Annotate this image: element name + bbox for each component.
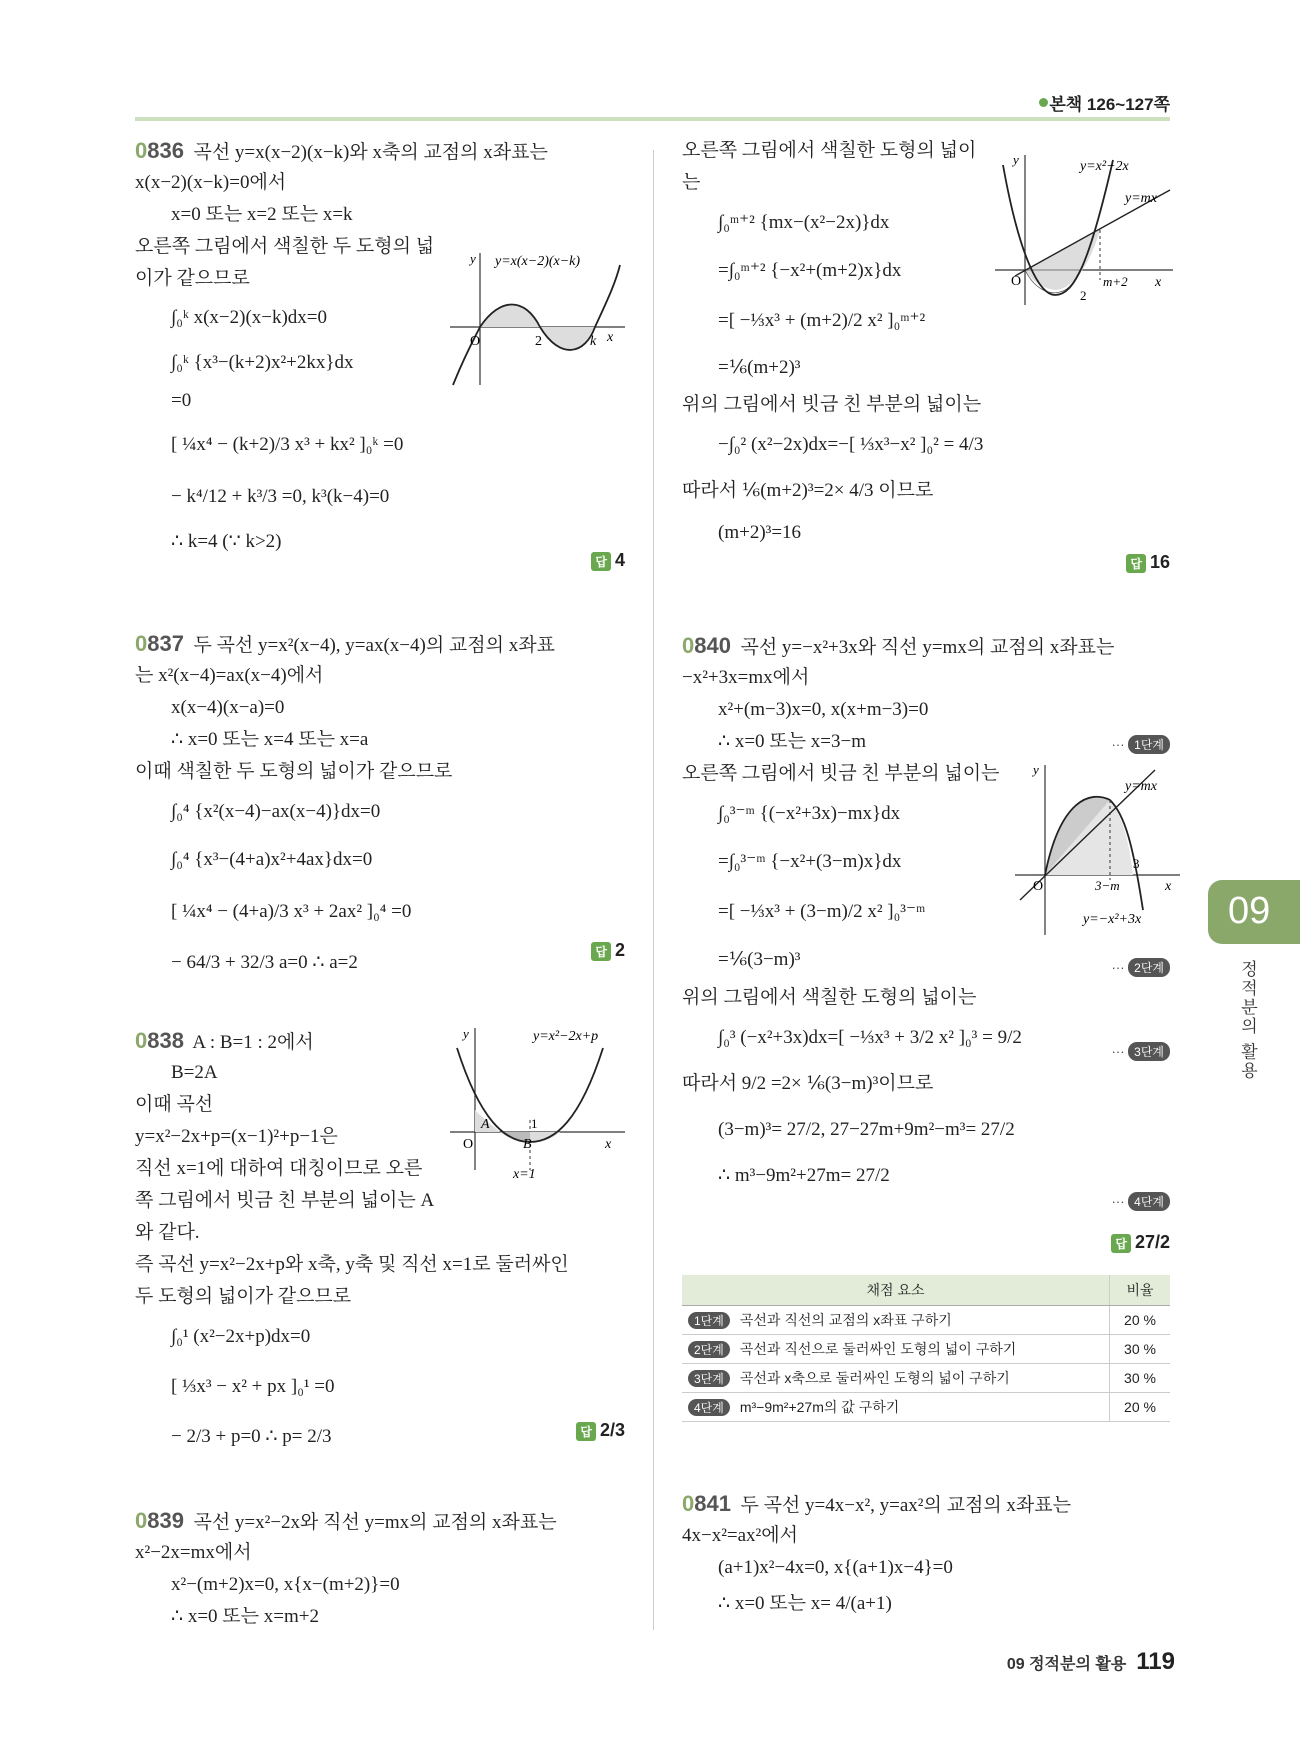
text-line: A : B=1 : 2에서 (192, 1032, 314, 1053)
svg-text:x: x (1155, 275, 1162, 290)
answer-0839: 답 16 (1100, 552, 1170, 573)
text-line: 오른쪽 그림에서 색칠한 도형의 넓이 (682, 140, 977, 161)
text-line: 위의 그림에서 색칠한 도형의 넓이는 (682, 987, 977, 1008)
svg-text:x: x (605, 1137, 612, 1152)
svg-text:k: k (590, 334, 597, 349)
math-line: (3−m)³= 27/2, 27−27m+9m²−m³= 27/2 (718, 1119, 1015, 1140)
text-line: x=0 또는 x=2 또는 x=k (171, 204, 353, 225)
problem-number: 0840 (682, 633, 731, 658)
problem-number: 0838 (135, 1028, 184, 1053)
text-line: x(x−4)(x−a)=0 (171, 697, 285, 718)
svg-text:x: x (1165, 879, 1172, 894)
math-line: ∫₀⁴ {x³−(4+a)x²+4ax}dx=0 (171, 849, 373, 870)
text-line: 곡선 y=−x²+3x와 직선 y=mx의 교점의 x좌표는 (740, 637, 1115, 658)
text-line: 는 (682, 172, 701, 193)
column-divider (653, 150, 654, 1630)
graph-0839 (995, 150, 1175, 310)
graph-0840 (1015, 760, 1185, 940)
text-line: x²−2x=mx에서 (135, 1542, 252, 1563)
math-line: (m+2)³=16 (718, 522, 802, 543)
text-line: 와 같다. (135, 1222, 200, 1243)
text-line: x²+(m−3)x=0, x(x+m−3)=0 (718, 699, 929, 720)
chapter-number: 09 (1228, 890, 1271, 932)
text-line: 직선 x=1에 대하여 대칭이므로 오른 (135, 1158, 423, 1179)
table-header: 비율 (1110, 1275, 1171, 1306)
step-marker: ··· 4단계 (1100, 1192, 1170, 1211)
math-line: =⅙(m+2)³ (718, 357, 801, 378)
math-line: − k⁴/12 + k³/3 =0, k³(k−4)=0 (171, 486, 390, 507)
problem-0841 (682, 1488, 1177, 1624)
problem-number: 0837 (135, 631, 184, 656)
graph-label: y=−x²+3x (1083, 912, 1142, 927)
step-marker: ··· 1단계 (1100, 735, 1170, 754)
table-header: 채점 요소 (682, 1275, 1110, 1306)
page-number: 119 (1136, 1648, 1175, 1675)
text-line: ∴ x=0 또는 x= 4/(a+1) (718, 1593, 892, 1614)
svg-text:x: x (607, 330, 614, 345)
table-row: 1단계 곡선과 직선의 교점의 x좌표 구하기 20 % (682, 1306, 1170, 1335)
chapter-side-title: 정적분의 활용 (1238, 960, 1257, 1081)
problem-0837 (135, 628, 625, 987)
scoring-table (682, 1275, 1170, 1422)
table-row: 3단계 곡선과 x축으로 둘러싸인 도형의 넓이 구하기 30 % (682, 1364, 1170, 1393)
math-line: =∫₀³⁻ᵐ {−x²+(3−m)x}dx (718, 851, 902, 872)
text-line: 는 x²(x−4)=ax(x−4)에서 (135, 665, 324, 686)
svg-text:y: y (463, 1026, 469, 1041)
text-line: 곡선 y=x²−2x와 직선 y=mx의 교점의 x좌표는 (193, 1512, 557, 1533)
svg-text:m+2: m+2 (1103, 274, 1128, 289)
page-footer (1007, 1648, 1175, 1676)
math-line: ∫₀ᵏ x(x−2)(x−k)dx=0 (171, 307, 328, 328)
svg-text:O: O (1033, 879, 1044, 894)
math-line: [ ¼x⁴ − (k+2)/3 x³ + kx² ]₀ᵏ =0 (171, 434, 404, 455)
header-rule (135, 117, 1170, 121)
answer-0836: 답 4 (550, 550, 625, 571)
problem-number: 0836 (135, 138, 184, 163)
svg-text:3: 3 (1133, 856, 1140, 871)
graph-label: y=mx (1125, 779, 1157, 794)
problem-number: 0839 (135, 1508, 184, 1533)
graph-label: y=mx (1125, 191, 1157, 206)
math-line: − 2/3 + p=0 ∴ p= 2/3 (171, 1426, 332, 1447)
text-line: 오른쪽 그림에서 색칠한 두 도형의 넓 (135, 236, 435, 257)
svg-text:2: 2 (535, 334, 542, 349)
bullet-icon (1039, 98, 1048, 107)
math-line: =[ −⅓x³ + (m+2)/2 x² ]₀ᵐ⁺² (718, 310, 926, 331)
text-line: x²−(m+2)x=0, x{x−(m+2)}=0 (171, 1574, 400, 1595)
graph-label: y=x²−2x+p (533, 1029, 599, 1044)
svg-text:y: y (470, 251, 476, 266)
svg-text:2: 2 (1080, 288, 1087, 303)
text-line: B=2A (171, 1062, 218, 1083)
math-line: ∫₀ᵐ⁺² {mx−(x²−2x)}dx (718, 212, 890, 233)
math-line: ∫₀¹ (x²−2x+p)dx=0 (171, 1326, 311, 1347)
svg-text:y: y (1013, 152, 1019, 167)
text-line: ∴ x=0 또는 x=3−m (718, 731, 866, 752)
text-line: 곡선 y=x(x−2)(x−k)와 x축의 교점의 x좌표는 (193, 142, 548, 163)
svg-text:O: O (1011, 274, 1022, 289)
text-line: 4x−x²=ax²에서 (682, 1525, 798, 1546)
math-line: =[ −⅓x³ + (3−m)/2 x² ]₀³⁻ᵐ (718, 901, 926, 922)
svg-text:3−m: 3−m (1095, 878, 1120, 893)
text-line: ∴ x=0 또는 x=m+2 (171, 1606, 319, 1627)
textbook-reference: 본책 126~127쪽 (1049, 95, 1170, 114)
text-line: 오른쪽 그림에서 빗금 친 부분의 넓이는 (682, 763, 1000, 784)
text-line: x(x−2)(x−k)=0에서 (135, 172, 287, 193)
math-line: =⅙(3−m)³ (718, 949, 801, 970)
text-line: ∴ x=0 또는 x=4 또는 x=a (171, 729, 369, 750)
answer-0837: 답 2 (550, 940, 625, 961)
svg-text:x=1: x=1 (513, 1167, 536, 1180)
math-line: ∴ m³−9m²+27m= 27/2 (718, 1165, 890, 1186)
text-line: 즉 곡선 y=x²−2x+p와 x축, y축 및 직선 x=1로 둘러싸인 (135, 1254, 569, 1275)
text-line: 따라서 ⅙(m+2)³=2× 4/3 이므로 (682, 480, 934, 501)
step-marker: ··· 3단계 (1100, 1042, 1170, 1061)
answer-0838: 답 2/3 (540, 1420, 625, 1441)
problem-0839 (135, 1505, 625, 1633)
text-line: 이때 색칠한 두 도형의 넓이가 같으므로 (135, 761, 453, 782)
math-line: − 64/3 + 32/3 a=0 ∴ a=2 (171, 952, 358, 973)
text-line: 두 곡선 y=x²(x−4), y=ax(x−4)의 교점의 x좌표 (193, 635, 555, 656)
math-line: ∴ k=4 (∵ k>2) (171, 531, 282, 552)
math-line: =∫₀ᵐ⁺² {−x²+(m+2)x}dx (718, 260, 902, 281)
text-line: (a+1)x²−4x=0, x{(a+1)x−4}=0 (718, 1557, 953, 1578)
text-line: 이때 곡선 (135, 1094, 214, 1115)
graph-0838 (445, 1020, 630, 1180)
graph-label: y=x²−2x (1080, 159, 1129, 174)
math-line: ∫₀ᵏ {x³−(k+2)x²+2kx}dx (171, 352, 354, 373)
text-line: −x²+3x=mx에서 (682, 667, 810, 688)
text-line: 두 도형의 넓이가 같으므로 (135, 1286, 352, 1307)
math-line: =0 (171, 390, 192, 411)
text-line: y=x²−2x+p=(x−1)²+p−1은 (135, 1126, 338, 1147)
graph-label: y=x(x−2)(x−k) (495, 254, 581, 269)
graph-0836 (445, 245, 630, 395)
math-line: [ ¼x⁴ − (4+a)/3 x³ + 2ax² ]₀⁴ =0 (171, 901, 412, 922)
math-line: ∫₀³⁻ᵐ {(−x²+3x)−mx}dx (718, 803, 901, 824)
step-marker: ··· 2단계 (1100, 958, 1170, 977)
footer-chapter: 09 정적분의 활용 (1006, 1656, 1127, 1673)
table-row: 4단계 m³−9m²+27m의 값 구하기 20 % (682, 1393, 1170, 1422)
text-line: 따라서 9/2 =2× ⅙(3−m)³이므로 (682, 1073, 934, 1094)
answer-0840: 답 27/2 (1100, 1232, 1170, 1253)
text-line: 두 곡선 y=4x−x², y=ax²의 교점의 x좌표는 (740, 1495, 1071, 1516)
table-row: 2단계 곡선과 직선으로 둘러싸인 도형의 넓이 구하기 30 % (682, 1335, 1170, 1364)
svg-text:B: B (523, 1137, 532, 1152)
math-line: ∫₀⁴ {x²(x−4)−ax(x−4)}dx=0 (171, 801, 381, 822)
text-line: 위의 그림에서 빗금 친 부분의 넓이는 (682, 394, 982, 415)
math-line: [ ⅓x³ − x² + px ]₀¹ =0 (171, 1376, 335, 1397)
svg-text:y: y (1033, 762, 1039, 777)
page-header (135, 90, 1170, 120)
svg-text:A: A (481, 1117, 490, 1132)
chapter-tab (1208, 880, 1300, 944)
text-line: 쪽 그림에서 빗금 친 부분의 넓이는 A (135, 1190, 435, 1211)
math-line: ∫₀³ (−x²+3x)dx=[ −⅓x³ + 3/2 x² ]₀³ = 9/2 (718, 1027, 1022, 1048)
problem-number: 0841 (682, 1491, 731, 1516)
text-line: 이가 같으므로 (135, 268, 250, 289)
math-line: −∫₀² (x²−2x)dx=−[ ⅓x³−x² ]₀² = 4/3 (718, 434, 984, 455)
svg-text:O: O (470, 334, 481, 349)
svg-text:O: O (463, 1137, 474, 1152)
svg-text:1: 1 (531, 1116, 538, 1131)
